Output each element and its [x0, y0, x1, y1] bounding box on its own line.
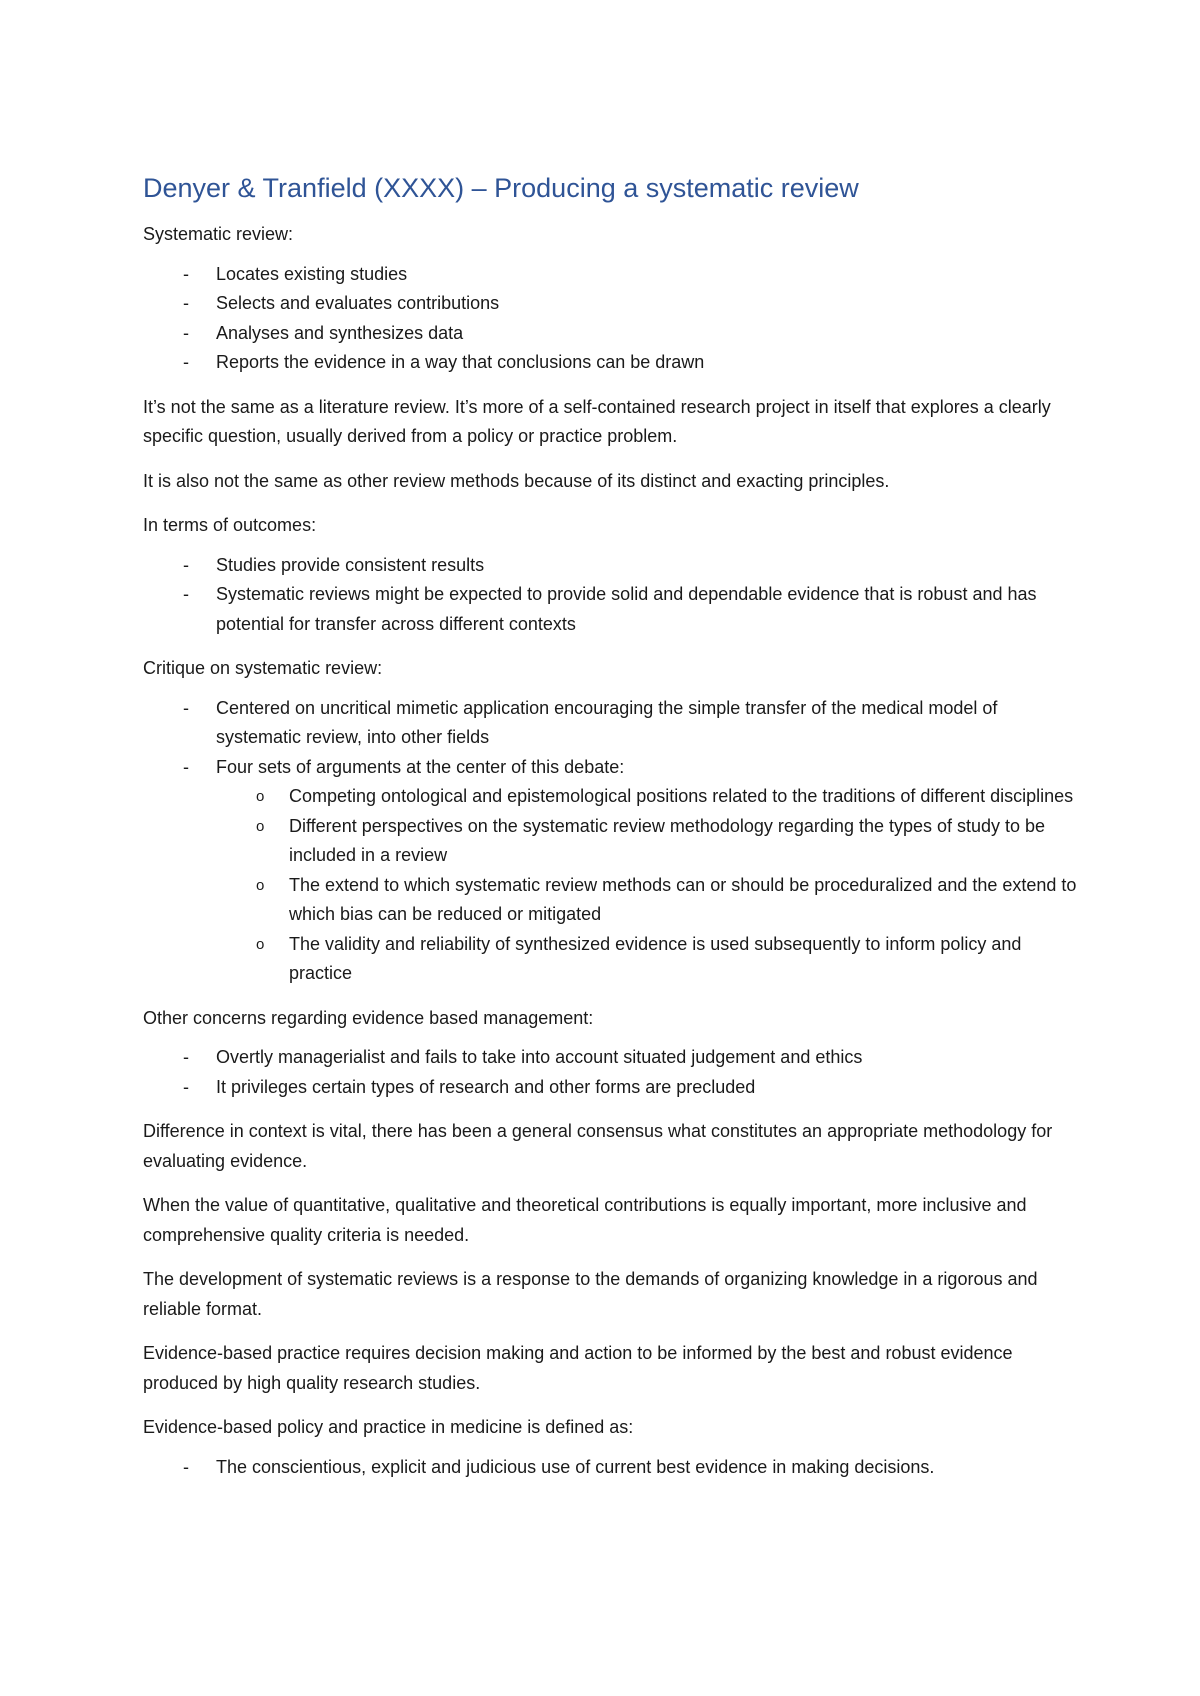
dash-marker: - — [183, 1456, 189, 1477]
paragraph-difference: Difference in context is vital, there has been a general consensus what constitutes an appropriate methodology for evaluating evidence. — [143, 1121, 1053, 1171]
list-item: - Locates existing studies — [143, 260, 1083, 290]
dash-marker: - — [183, 584, 189, 604]
dash-marker: - — [183, 1076, 189, 1097]
systematic-review-label: Systematic review: — [143, 224, 294, 244]
sublist-item: o Competing ontological and epistemological positions related to the traditions of different disciplines — [216, 782, 1083, 812]
concerns-list — [143, 1043, 1083, 1102]
sublist-item: o Different perspectives on the systematic review methodology regarding the types of study to be included in a review — [216, 812, 1083, 871]
medicine-list — [143, 1453, 1083, 1483]
paragraph-value: When the value of quantitative, qualitative and theoretical contributions is equally important, more inclusive and comprehensive quality criteria is needed. — [143, 1195, 1027, 1245]
circle-marker: o — [256, 876, 265, 894]
sublist-item: o The validity and reliability of synthesized evidence is used subsequently to inform policy and practice — [216, 930, 1083, 989]
document-page — [143, 170, 1083, 1497]
circle-marker: o — [256, 935, 265, 953]
critique-sublist — [216, 782, 1083, 989]
list-item: - Overtly managerialist and fails to take into account situated judgement and ethics — [143, 1043, 1083, 1073]
paragraph-not-same-other: It is also not the same as other review methods because of its distinct and exacting principles. — [143, 470, 890, 491]
paragraph-evidence-based-practice: Evidence-based practice requires decision making and action to be informed by the best and robust evidence produced by high quality research studies. — [143, 1343, 1013, 1393]
critique-label: Critique on systematic review: — [143, 658, 383, 678]
systematic-review-list — [143, 260, 1083, 378]
list-item: - Selects and evaluates contributions — [143, 289, 1083, 319]
sublist-item: o The extend to which systematic review methods can or should be proceduralized and the extend to which bias can be reduced or mitigated — [216, 871, 1083, 930]
document-title: Denyer & Tranfield (XXXX) – Producing a systematic review — [143, 173, 859, 203]
list-item: - Studies provide consistent results — [143, 551, 1083, 581]
medicine-label: Evidence-based policy and practice in medicine is defined as: — [143, 1417, 634, 1437]
list-item: - Analyses and synthesizes data — [143, 319, 1083, 349]
list-item: - The conscientious, explicit and judicious use of current best evidence in making decisions. — [143, 1453, 1083, 1483]
list-item: - Four sets of arguments at the center of this debate: o Competing ontological and epistemological positions related to the traditions of different disciplines o Different perspectives on the systematic review methodology regarding the types of study to be included in a review o The extend to which systematic review methods can or should be proceduralized and the extend to which bias can be reduced or mitigated o The validity and reliability of synthesized evidence is used subsequently to inform policy and practice — [143, 753, 1083, 989]
paragraph-not-same-literature: It’s not the same as a literature review. It’s more of a self-contained research project in itself that explores a clearly specific question, usually derived from a policy or practice problem. — [143, 396, 1051, 446]
dash-marker: - — [183, 756, 189, 777]
outcomes-label: In terms of outcomes: — [143, 515, 317, 535]
concerns-label: Other concerns regarding evidence based management: — [143, 1007, 594, 1028]
critique-list — [143, 694, 1083, 989]
outcomes-list — [143, 551, 1083, 640]
dash-marker: - — [183, 322, 189, 343]
dash-marker: - — [183, 352, 189, 372]
list-item: - Reports the evidence in a way that conclusions can be drawn — [143, 348, 1083, 378]
dash-marker: - — [183, 1047, 189, 1067]
dash-marker: - — [183, 554, 189, 575]
paragraph-development: The development of systematic reviews is a response to the demands of organizing knowledge in a rigorous and reliable format. — [143, 1269, 1038, 1319]
circle-marker: o — [256, 788, 265, 805]
list-item: - It privileges certain types of research and other forms are precluded — [143, 1073, 1083, 1103]
list-item: - Systematic reviews might be expected to provide solid and dependable evidence that is robust and has potential for transfer across different contexts — [143, 580, 1083, 639]
list-item: - Centered on uncritical mimetic application encouraging the simple transfer of the medical model of systematic review, into other fields — [143, 694, 1083, 753]
dash-marker: - — [183, 263, 189, 284]
dash-marker: - — [183, 293, 189, 313]
dash-marker: - — [183, 697, 189, 718]
circle-marker: o — [256, 817, 265, 835]
